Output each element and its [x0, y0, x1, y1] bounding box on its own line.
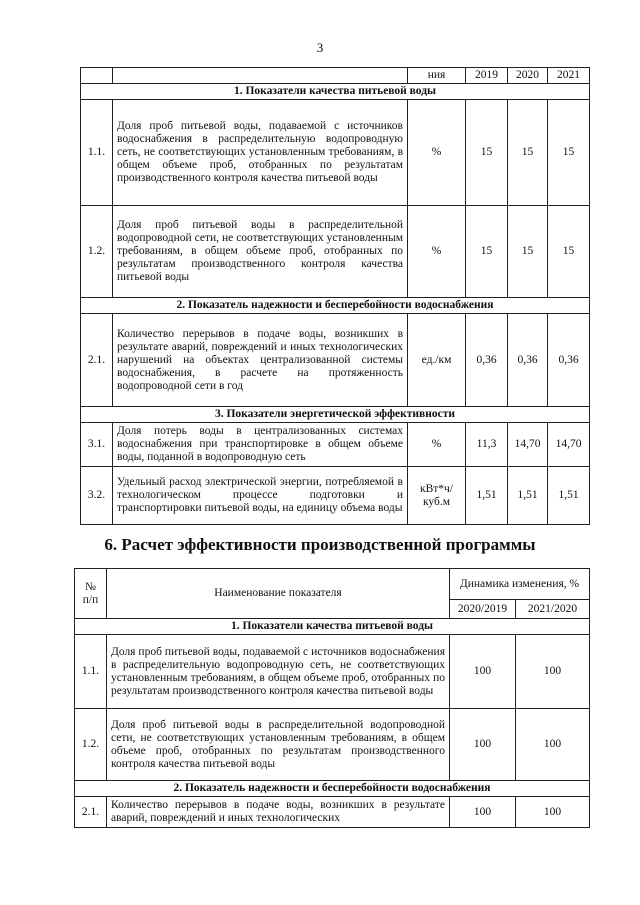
value-2019: 0,36 — [466, 314, 508, 407]
row-number: 3.2. — [81, 467, 113, 525]
header-year-2021: 2021 — [548, 68, 590, 84]
header-period-2: 2021/2020 — [516, 600, 590, 619]
row-name: Доля проб питьевой воды в распределительной водопроводной сети, не соответствующих установленным требованиям, в общем объеме проб, отобранных по результатам производственного контроля качества питьевой воды — [113, 206, 408, 298]
table-row — [75, 709, 590, 781]
row-number: 1.2. — [81, 206, 113, 298]
table-row — [75, 797, 590, 828]
row-unit: ед./км — [408, 314, 466, 407]
table-row — [81, 314, 590, 407]
value-2019: 15 — [466, 206, 508, 298]
value-period-2: 100 — [516, 709, 590, 781]
table-row — [75, 635, 590, 709]
value-period-1: 100 — [450, 635, 516, 709]
header-unit: ния — [408, 68, 466, 84]
row-unit: % — [408, 100, 466, 206]
value-2020: 14,70 — [508, 423, 548, 467]
section-title: 3. Показатели энергетической эффективности — [81, 407, 590, 423]
row-unit: кВт*ч/ куб.м — [408, 467, 466, 525]
table-row — [81, 467, 590, 525]
row-number: 1.2. — [75, 709, 107, 781]
row-unit: % — [408, 206, 466, 298]
row-name: Доля проб питьевой воды, подаваемой с источников водоснабжения в распределительную водопроводную сеть, не соответствующих установленным требованиям, в общем объеме проб, отобранных по результатам производственного контроля качества питьевой воды — [107, 635, 450, 709]
header-name-cell — [113, 68, 408, 84]
header-name: Наименование показателя — [107, 569, 450, 619]
row-name: Доля проб питьевой воды, подаваемой с источников водоснабжения в распределительную водопроводную сеть, не соответствующих установленным требованиям, в общем объеме проб, отобранных по результатам производственного контроля качества питьевой воды — [113, 100, 408, 206]
value-2019: 1,51 — [466, 467, 508, 525]
row-name: Количество перерывов в подаче воды, возникших в результате аварий, повреждений и иных технологических — [107, 797, 450, 828]
indicators-table — [80, 67, 590, 525]
value-2019: 15 — [466, 100, 508, 206]
value-2019: 11,3 — [466, 423, 508, 467]
value-2020: 0,36 — [508, 314, 548, 407]
row-number: 3.1. — [81, 423, 113, 467]
row-name: Удельный расход электрической энергии, потребляемой в технологическом процессе подготовки и транспортировки питьевой воды, на единицу объема воды — [113, 467, 408, 525]
header-dynamics: Динамика изменения, % — [450, 569, 590, 600]
row-unit: % — [408, 423, 466, 467]
row-number: 1.1. — [81, 100, 113, 206]
section-heading: 6. Расчет эффективности производственной программы — [104, 535, 536, 554]
table-row — [81, 206, 590, 298]
header-num: № п/п — [75, 569, 107, 619]
value-2021: 0,36 — [548, 314, 590, 407]
header-year-2019: 2019 — [466, 68, 508, 84]
row-name: Доля потерь воды в централизованных системах водоснабжения при транспортировке в общем объеме воды, поданной в водопроводную сеть — [113, 423, 408, 467]
row-number: 1.1. — [75, 635, 107, 709]
section-title: 2. Показатель надежности и бесперебойности водоснабжения — [81, 298, 590, 314]
efficiency-table — [74, 568, 590, 828]
table-row — [81, 423, 590, 467]
value-2020: 15 — [508, 100, 548, 206]
value-2021: 15 — [548, 100, 590, 206]
table-header-row — [75, 569, 590, 600]
value-2021: 1,51 — [548, 467, 590, 525]
row-name: Количество перерывов в подаче воды, возникших в результате аварий, повреждений и иных технологических нарушений на объектах централизованной системы водоснабжения, в расчете на протяженность водопроводной сети в год — [113, 314, 408, 407]
page-number: 3 — [316, 40, 324, 55]
header-period-1: 2020/2019 — [450, 600, 516, 619]
value-period-1: 100 — [450, 709, 516, 781]
row-number: 2.1. — [81, 314, 113, 407]
table-row — [81, 100, 590, 206]
value-period-2: 100 — [516, 797, 590, 828]
row-number: 2.1. — [75, 797, 107, 828]
section-title: 1. Показатели качества питьевой воды — [81, 84, 590, 100]
value-2020: 1,51 — [508, 467, 548, 525]
table-header-row — [81, 68, 590, 84]
row-name: Доля проб питьевой воды в распределительной водопроводной сети, не соответствующих установленным требованиям, в общем объеме проб, отобранных по результатам производственного контроля качества питьевой воды — [107, 709, 450, 781]
value-2020: 15 — [508, 206, 548, 298]
header-num-cell — [81, 68, 113, 84]
section-title: 1. Показатели качества питьевой воды — [75, 619, 590, 635]
value-period-1: 100 — [450, 797, 516, 828]
value-period-2: 100 — [516, 635, 590, 709]
value-2021: 14,70 — [548, 423, 590, 467]
value-2021: 15 — [548, 206, 590, 298]
section-title: 2. Показатель надежности и бесперебойности водоснабжения — [75, 781, 590, 797]
header-year-2020: 2020 — [508, 68, 548, 84]
